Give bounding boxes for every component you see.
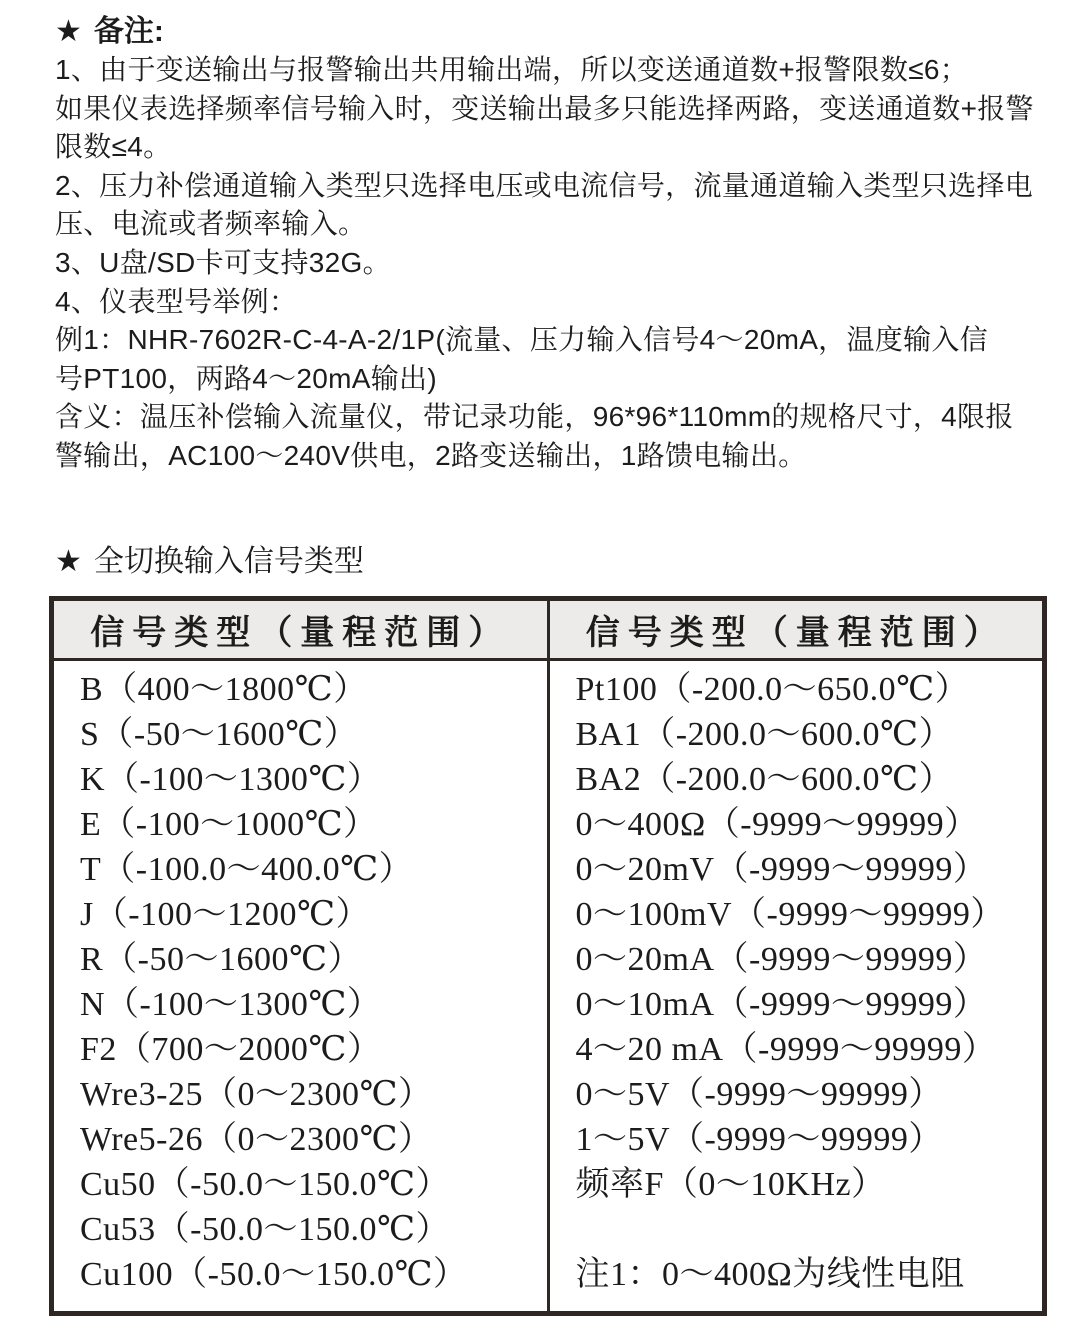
notes-title-text: 备注: [93, 15, 164, 48]
note-line: 例1：NHR-7602R-C-4-A-2/1P(流量、压力输入信号4～20mA，温度输入信 [55, 324, 988, 356]
notes-section [55, 12, 1052, 476]
signal-item: E（-100～1000℃） [80, 805, 378, 843]
note-line: 如果仪表选择频率信号输入时，变送输出最多只能选择两路，变送通道数+报警 [55, 92, 1034, 124]
signal-item: J（-100～1200℃） [80, 895, 371, 933]
signal-item: BA2（-200.0～600.0℃） [575, 760, 954, 798]
signal-item: B（400～1800℃） [80, 670, 368, 708]
signal-item: Pt100（-200.0～650.0℃） [575, 670, 970, 708]
notes-title [55, 12, 1052, 51]
star-icon: ★ [55, 544, 82, 578]
signal-item: Cu50（-50.0～150.0℃） [80, 1165, 451, 1203]
signal-item: F2（700～2000℃） [80, 1030, 382, 1068]
note-line: 3、U盘/SD卡可支持32G。 [55, 246, 391, 278]
signal-item: S（-50～1600℃） [80, 715, 359, 753]
signal-item: 0～5V（-9999～99999） [575, 1075, 943, 1113]
column-header-left: 信号类型（量程范围） [52, 598, 549, 659]
blank-line [576, 1207, 1043, 1252]
note-line: 号PT100，两路4～20mA输出) [55, 362, 437, 394]
signal-section-title [55, 542, 1052, 582]
signal-list-right [548, 659, 1045, 1313]
signal-item: Cu100（-50.0～150.0℃） [80, 1255, 468, 1293]
note-line: 4、仪表型号举例： [55, 285, 298, 317]
signal-item: 1～5V（-9999～99999） [575, 1120, 943, 1158]
signal-table-header [52, 598, 1045, 659]
note-line: 2、压力补偿通道输入类型只选择电压或电流信号，流量通道输入类型只选择电 [55, 169, 1034, 201]
signal-item: Cu53（-50.0～150.0℃） [80, 1210, 451, 1248]
note-line: 警输出，AC100～240V供电，2路变送输出，1路馈电输出。 [55, 439, 807, 471]
note-line: 1、由于变送输出与报警输出共用输出端，所以变送通道数+报警限数≤6； [55, 54, 969, 85]
star-icon: ★ [55, 15, 82, 48]
signal-section-title-text: 全切换输入信号类型 [93, 544, 364, 578]
signal-item: 0～400Ω（-9999～99999） [575, 805, 979, 843]
signal-item: 0～20mA（-9999～99999） [575, 940, 988, 978]
signal-item: K（-100～1300℃） [80, 760, 382, 798]
signal-item: 频率F（0～10KHz） [575, 1165, 886, 1203]
signal-item: R（-50～1600℃） [80, 940, 363, 978]
signal-list-left [52, 659, 549, 1313]
signal-item: 0～20mV（-9999～99999） [575, 850, 988, 888]
signal-item: BA1（-200.0～600.0℃） [575, 715, 954, 753]
signal-item: 0～100mV（-9999～99999） [575, 895, 1005, 933]
signal-item: N（-100～1300℃） [80, 985, 382, 1023]
signal-item: Wre5-26（0～2300℃） [80, 1120, 433, 1158]
signal-item: 4～20 mA（-9999～99999） [575, 1030, 997, 1068]
note-line: 限数≤4。 [55, 131, 172, 163]
signal-item: T（-100.0～400.0℃） [80, 850, 414, 888]
column-header-right: 信号类型（量程范围） [548, 598, 1045, 659]
note-line: 压、电流或者频率输入。 [55, 208, 367, 240]
note-line: 含义：温压补偿输入流量仪，带记录功能，96*96*110mm的规格尺寸，4限报 [55, 401, 1014, 433]
table-note: 注1：0～400Ω为线性电阻 [575, 1255, 965, 1293]
signal-item: Wre3-25（0～2300℃） [80, 1075, 433, 1113]
signal-item: 0～10mA（-9999～99999） [575, 985, 988, 1023]
signal-type-table [49, 596, 1047, 1316]
